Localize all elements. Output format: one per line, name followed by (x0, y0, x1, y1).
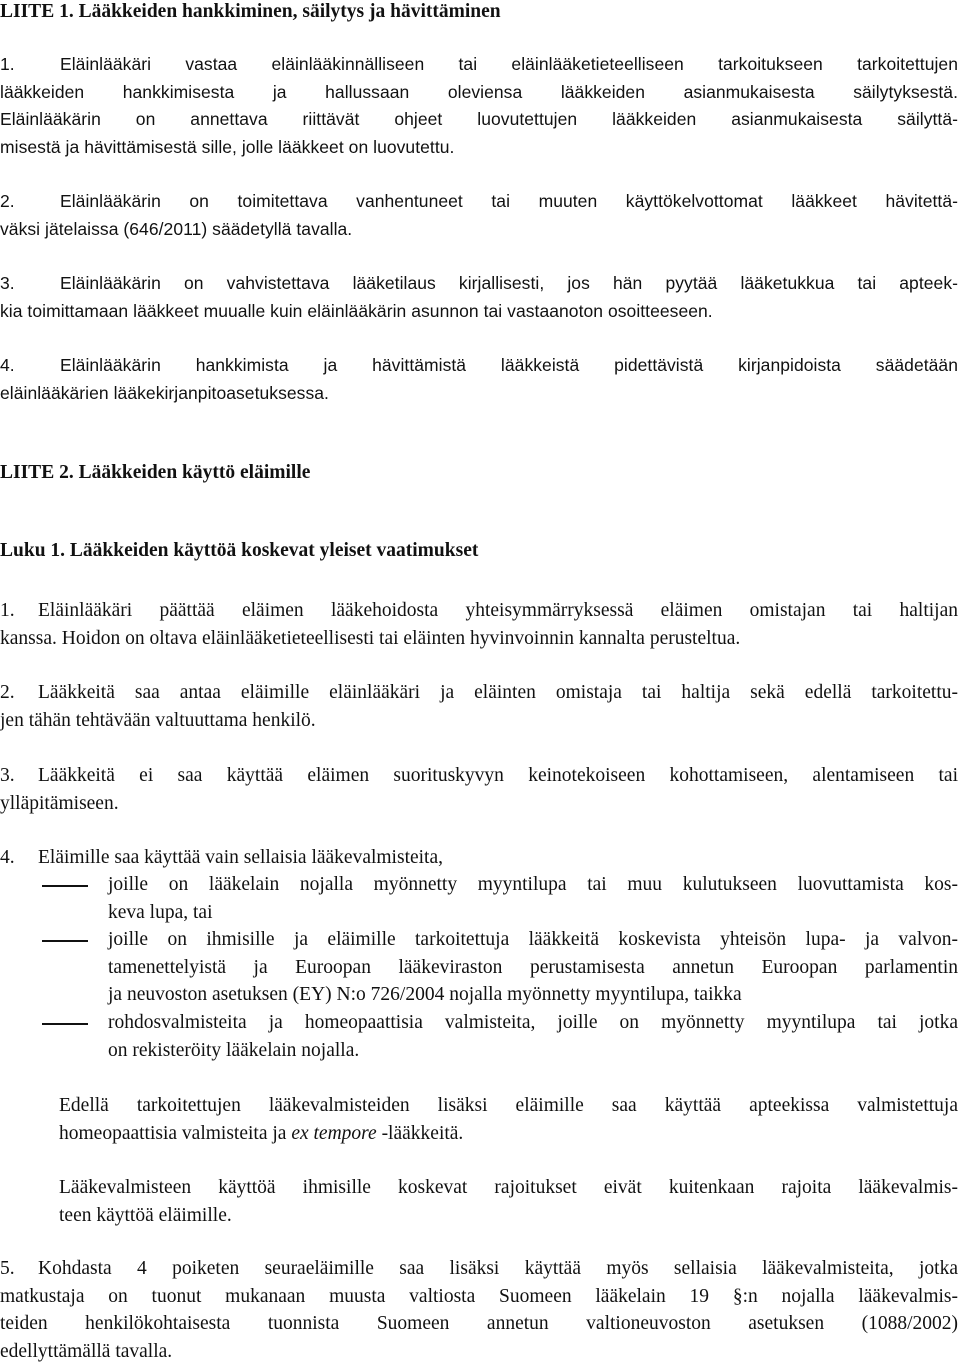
text-line: Eläinlääkärin hankkimista ja hävittämistä lääkkeistä pidettävistä kirjanpidoista säädetään (0, 352, 958, 380)
text-line: Lääkkeitä ei saa käyttää eläimen suorituskyvyn keinotekoiseen kohottamiseen, alentamiseen tai (0, 762, 958, 790)
text-fragment: -lääkkeitä. (377, 1123, 464, 1144)
text-line: Eläimille saa käyttää vain sellaisia lääkevalmisteita, (0, 844, 958, 872)
item-number: 1. (0, 51, 15, 79)
item-number: 1. (0, 597, 15, 625)
item-number: 2. (0, 188, 15, 216)
liite2-item-5 (0, 1255, 958, 1365)
text-line: edellyttämällä tavalla. (0, 1338, 958, 1365)
dash-bullet (42, 1023, 88, 1025)
text-line: Lääkkeitä saa antaa eläimille eläinlääkäri ja eläinten omistaja tai haltija sekä edellä tarkoitettu- (0, 679, 958, 707)
liite1-item-4 (0, 352, 958, 407)
text-line: Kohdasta 4 poiketen seuraeläimille saa lisäksi käyttää myös sellaisia lääkevalmisteita, jotka (0, 1255, 958, 1283)
latin-term: ex tempore (291, 1123, 376, 1144)
item-number: 3. (0, 270, 15, 298)
text-line: misestä ja hävittämisestä sille, jolle lääkkeet on luovutettu. (0, 134, 958, 162)
liite1-item-2 (0, 188, 958, 243)
liite2-item-4-extra-1 (59, 1092, 958, 1147)
liite1-item-1 (0, 51, 958, 161)
text-line: ylläpitämiseen. (0, 790, 958, 818)
text-line: ja neuvoston asetuksen (EY) N:o 726/2004 nojalla myönnetty myyntilupa, taikka (108, 981, 958, 1009)
text-line: tamenettelyistä ja Euroopan lääkeviraston perustamisesta annetun Euroopan parlamentin (108, 954, 958, 982)
text-line: joille on lääkelain nojalla myönnetty myyntilupa tai muu kulutukseen luovuttamista kos- (108, 871, 958, 899)
bullet-item (108, 926, 958, 1009)
liite2-title: LIITE 2. Lääkkeiden käyttö eläimille (0, 459, 958, 487)
item-number: 3. (0, 762, 15, 790)
liite2-item-4-intro (0, 844, 958, 872)
item-number: 5. (0, 1255, 15, 1283)
text-line: Eläinlääkärin on vahvistettava lääketilaus kirjallisesti, jos hän pyytää lääketukkua tai apteek- (0, 270, 958, 298)
liite2-item-3 (0, 762, 958, 817)
text-fragment: homeopaattisia valmisteita ja (59, 1123, 291, 1144)
dash-bullet (42, 885, 88, 887)
text-line: Edellä tarkoitettujen lääkevalmisteiden lisäksi eläimille saa käyttää apteekissa valmistettuja (59, 1092, 958, 1120)
item-number: 4. (0, 844, 15, 872)
text-line: Eläinlääkärin on annettava riittävät ohjeet luovutettujen lääkkeiden asianmukaisesta säilyttä- (0, 106, 958, 134)
text-line: Eläinlääkäri vastaa eläinlääkinnälliseen tai eläinlääketieteelliseen tarkoitukseen tarkoitettujen (0, 51, 958, 79)
liite2-item-4-extra-2 (59, 1174, 958, 1229)
item-number: 2. (0, 679, 15, 707)
text-line: joille on ihmisille ja eläimille tarkoitettuja lääkkeitä koskevista yhteisön lupa- ja valvon- (108, 926, 958, 954)
text-line: on rekisteröity lääkelain nojalla. (108, 1037, 958, 1065)
text-line: Lääkevalmisteen käyttöä ihmisille koskevat rajoitukset eivät kuitenkaan rajoita lääkevalmis- (59, 1174, 958, 1202)
dash-bullet (42, 940, 88, 942)
text-line (59, 1120, 958, 1148)
text-line: keva lupa, tai (108, 899, 958, 927)
text-line: matkustaja on tuonut mukanaan muusta valtiosta Suomeen lääkelain 19 §:n nojalla lääkevalmis- (0, 1283, 958, 1311)
liite2-item-1 (0, 597, 958, 652)
text-line: lääkkeiden hankkimisesta ja hallussaan oleviensa lääkkeiden asianmukaisesta säilytyksestä. (0, 79, 958, 107)
liite1-item-3 (0, 270, 958, 325)
text-line: jen tähän tehtävään valtuuttama henkilö. (0, 707, 958, 735)
text-line: teen käyttöä eläimille. (59, 1202, 958, 1230)
liite1-title: LIITE 1. Lääkkeiden hankkiminen, säilytys ja hävittäminen (0, 0, 958, 26)
text-line: Eläinlääkärin on toimitettava vanhentuneet tai muuten käyttökelvottomat lääkkeet hävitettä- (0, 188, 958, 216)
text-line: kanssa. Hoidon on oltava eläinlääketieteellisesti tai eläinten hyvinvoinnin kannalta perusteltua. (0, 625, 958, 653)
liite2-item-2 (0, 679, 958, 734)
text-line: Eläinlääkäri päättää eläimen lääkehoidosta yhteisymmärryksessä eläimen omistajan tai haltijan (0, 597, 958, 625)
text-line: rohdosvalmisteita ja homeopaattisia valmisteita, joille on myönnetty myyntilupa tai jotka (108, 1009, 958, 1037)
bullet-item (108, 871, 958, 926)
item-number: 4. (0, 352, 15, 380)
text-line: eläinlääkärien lääkekirjanpitoasetuksessa. (0, 380, 958, 408)
luku1-heading: Luku 1. Lääkkeiden käyttöä koskevat yleiset vaatimukset (0, 537, 958, 565)
bullet-item (108, 1009, 958, 1064)
text-line: kia toimittamaan lääkkeet muualle kuin eläinlääkärin asunnon tai vastaanoton osoitteeseen. (0, 298, 958, 326)
text-line: teiden henkilökohtaisesta tuonnista Suomeen annetun valtioneuvoston asetuksen (1088/2002) (0, 1310, 958, 1338)
text-line: väksi jätelaissa (646/2011) säädetyllä tavalla. (0, 216, 958, 244)
